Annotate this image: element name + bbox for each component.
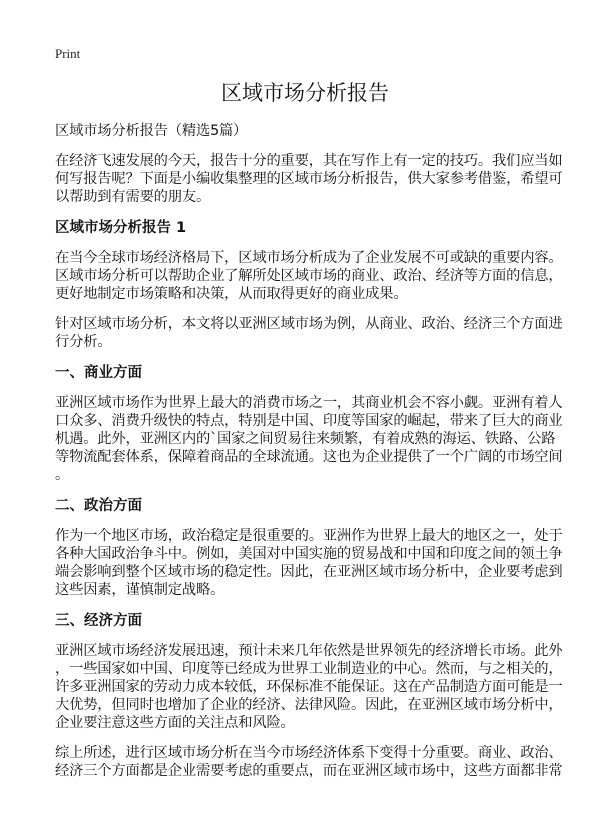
text-line: 作为一个地区市场，政治稳定是很重要的。亚洲作为世界上最大的地区之一，处于 bbox=[55, 528, 563, 544]
summary-paragraph bbox=[55, 744, 563, 780]
text-line: 亚洲区域市场经济发展迅速，预计未来几年依然是世界领先的经济增长市场。此外 bbox=[55, 643, 563, 659]
text-line: 经济三个方面都是企业需要考虑的重要点，而在亚洲区域市场中，这些方面都非常 bbox=[55, 763, 563, 779]
text-line: 以帮助到有需要的朋友。 bbox=[55, 189, 211, 205]
paragraph bbox=[55, 315, 563, 351]
subtitle-text: 区域市场分析报告（精选5篇） bbox=[55, 123, 248, 139]
text-line: 企业要注意这些方面的关注点和风险。 bbox=[55, 715, 295, 731]
subtitle bbox=[55, 122, 555, 140]
text-line: 何写报告呢？下面是小编收集整理的区域市场分析报告，供大家参考借鉴，希望可 bbox=[55, 171, 563, 187]
text-line: 机遇。此外，亚洲区内的`国家之间贸易往来频繁，有着成熟的海运、铁路、公路 bbox=[55, 431, 556, 447]
text-line: 端会影响到整个区域市场的稳定性。因此，在亚洲区域市场分析中，企业要考虑到 bbox=[55, 564, 563, 580]
text-line: 行分析。 bbox=[55, 334, 112, 350]
economy-paragraph bbox=[55, 642, 563, 732]
economy-heading: 三、经济方面 bbox=[55, 613, 142, 629]
text-line: ，一些国家如中国、印度等已经成为世界工业制造业的中心。然而，与之相关的， bbox=[55, 661, 563, 677]
print-link[interactable]: Print bbox=[55, 46, 81, 61]
page-title: 区域市场分析报告 bbox=[221, 81, 389, 105]
document-body bbox=[55, 78, 563, 792]
text-line: 大优势，但同时也增加了企业的经济、法律风险。因此，在亚洲区域市场分析中， bbox=[55, 697, 563, 713]
intro-paragraph bbox=[55, 152, 563, 206]
text-line: 针对区域市场分析，本文将以亚洲区域市场为例，从商业、政治、经济三个方面进 bbox=[55, 316, 563, 332]
text-line: 在经济飞速发展的今天，报告十分的重要，其在写作上有一定的技巧。我们应当如 bbox=[55, 153, 563, 169]
text-line: 在当今全球市场经济格局下，区域市场分析成为了企业发展不可或缺的重要内容。 bbox=[55, 250, 563, 266]
text-line: 许多亚洲国家的劳动力成本较低，环保标准不能保证。这在产品制造方面可能是一 bbox=[55, 679, 563, 695]
commerce-paragraph bbox=[55, 394, 563, 484]
text-line: 综上所述，进行区域市场分析在当今市场经济体系下变得十分重要。商业、政治、 bbox=[55, 745, 563, 761]
text-line: 口众多、消费升级快的特点，特别是中国、印度等国家的崛起，带来了巨大的商业 bbox=[55, 413, 563, 429]
politics-paragraph bbox=[55, 527, 563, 599]
text-line: 区域市场分析可以帮助企业了解所处区域市场的商业、政治、经济等方面的信息， bbox=[55, 268, 563, 284]
text-line: 这些因素，谨慎制定战略。 bbox=[55, 582, 225, 598]
text-line: 各种大国政治争斗中。例如，美国对中国实施的贸易战和中国和印度之间的领土争 bbox=[55, 546, 563, 562]
text-line: 等物流配套体系，保障着商品的全球流通。这也为企业提供了一个广阔的市场空间 bbox=[55, 449, 563, 465]
text-line: 更好地制定市场策略和决策，从而取得更好的商业成果。 bbox=[55, 286, 408, 302]
text-line: 。 bbox=[55, 467, 70, 483]
commerce-heading: 一、商业方面 bbox=[55, 365, 142, 381]
section-heading: 区域市场分析报告 1 bbox=[55, 220, 187, 236]
text-line: 亚洲区域市场作为世界上最大的消费市场之一，其商业机会不容小觑。亚洲有着人 bbox=[55, 395, 563, 411]
paragraph bbox=[55, 249, 563, 303]
politics-heading: 二、政治方面 bbox=[55, 498, 142, 514]
